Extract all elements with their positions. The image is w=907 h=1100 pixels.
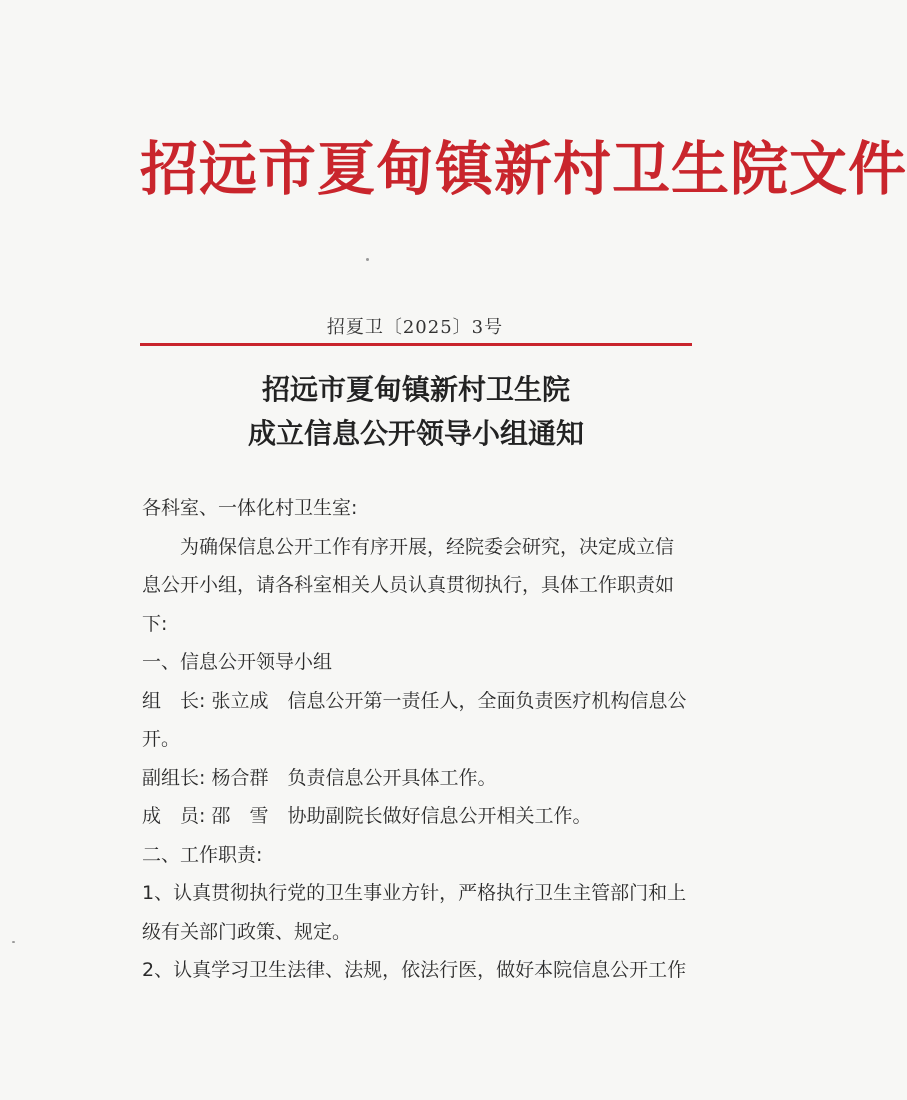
scan-speck <box>12 941 15 943</box>
intro-paragraph: 为确保信息公开工作有序开展，经院委会研究，决定成立信息公开小组，请各科室相关人员认真贯彻执行，具体工作职责如下: <box>142 535 675 635</box>
section-1-heading: 一、信息公开领导小组 <box>142 651 333 673</box>
deputy-line: 副组长: 杨合群 负责信息公开具体工作。 <box>142 766 497 789</box>
addressee: 各科室、一体化村卫生室: <box>142 497 358 519</box>
leader-line: 组 长: 张立成 信息公开第一责任人，全面负责医疗机构信息公开。 <box>142 689 687 750</box>
scan-speck <box>366 258 369 261</box>
subject-line-2: 成立信息公开领导小组通知 <box>247 417 584 450</box>
member-line: 成 员: 邵 雪 协助副院长做好信息公开相关工作。 <box>142 805 592 827</box>
issuer-title: 招远市夏甸镇新村卫生院文件 <box>140 135 907 203</box>
section-2-heading: 二、工作职责: <box>142 843 263 866</box>
document-body <box>142 489 692 990</box>
document-number: 招夏卫〔2025〕3号 <box>326 317 504 338</box>
header-divider <box>140 343 692 346</box>
subject-line-1: 招远市夏甸镇新村卫生院 <box>261 373 570 406</box>
duty-1: 1、认真贯彻执行党的卫生事业方针，严格执行卫生主管部门和上级有关部门政策、规定。 <box>142 882 687 943</box>
duty-2: 2、认真学习卫生法律、法规，依法行医，做好本院信息公开工作 <box>142 959 687 981</box>
